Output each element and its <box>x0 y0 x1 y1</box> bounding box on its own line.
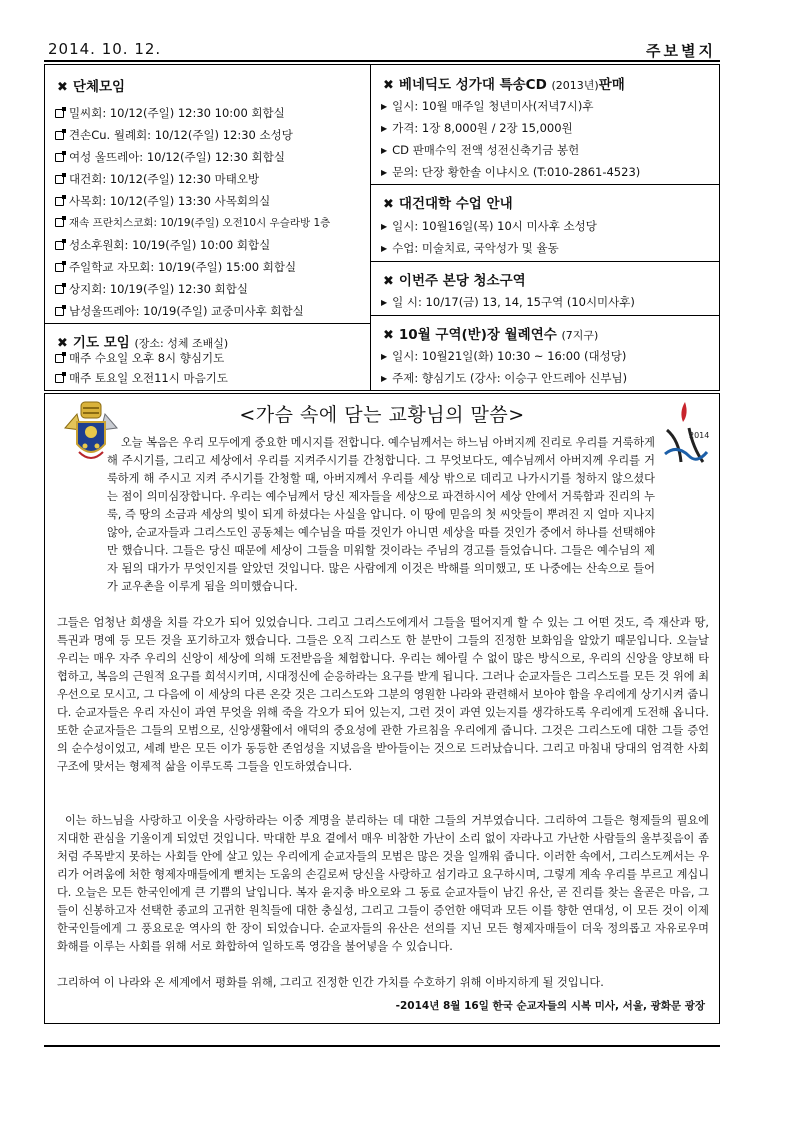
triangle-bullet-icon: ▶ <box>381 244 388 253</box>
list-item: ▶ 주제: 향심기도 (강사: 이승구 안드레아 신부님) <box>381 371 628 385</box>
list-item: ▶ 문의: 단장 황한솔 이냐시오 (T:010-2861-4523) <box>381 165 641 179</box>
article-paragraph-4: 그리하여 이 나라와 온 세계에서 평화를 위해, 그리고 진정한 인간 가치를 수호하기 위해 이바지하게 될 것입니다. <box>57 976 604 989</box>
list-item: ▶ 가격: 1장 8,000원 / 2장 15,000원 <box>381 121 573 135</box>
triangle-bullet-icon: ▶ <box>381 102 388 111</box>
list-item: ▶ 수업: 미술치료, 국악성가 및 율동 <box>381 241 559 255</box>
pointing-hand-icon <box>55 153 64 162</box>
section-divider <box>371 184 719 185</box>
list-item: 상지회: 10/19(주일) 12:30 회합실 <box>55 281 248 297</box>
star-icon: ✖ <box>57 336 68 351</box>
section-title-prayer: ✖ 기도 모임 (장소: 성체 조배실) <box>57 335 229 351</box>
star-icon: ✖ <box>383 328 394 343</box>
list-item: ▶ CD 판매수익 전액 성전신축기금 봉헌 <box>381 143 580 157</box>
triangle-bullet-icon: ▶ <box>381 222 388 231</box>
pointing-hand-icon <box>55 263 64 272</box>
pointing-hand-icon <box>55 109 64 118</box>
article-paragraph-2: 그들은 엄청난 희생을 치를 각오가 되어 있었습니다. 그리고 그리스도에게서 그들을 떨어지게 할 수 있는 그 어떤 것도, 즉 재산과 땅, 특권과 명예 등 모든 것을 포기하고자 했습니다. 그들은 오직 그리스도 한 분만이 그들의 진정한 보화임을 알았기 때문입니다. 오늘날 우리는 매우 자주 우리의 신앙이 세상에 의해 도전받음을 체험합니다. 우리는 헤아릴 수 없이 많은 방식으로, 우리의 신앙을 양보해 타협하고, 복음의 근원적 요구를 희석시키며, 시대정신에 순응하라는 요구를 받게 됩니다. 그러나 순교자들은 그리스도를 모든 것 위에 최우선으로 모시고, 그 다음에 이 세상의 다른 온갖 것은 그리스도와 그분의 영원한 나라와 관련해서 보아야 함을 우리에게 상기시켜 줍니다. 순교자들은 우리 자신이 과연 무엇을 위해 죽을 각오가 되어 있는지, 그런 것이 과연 있는지를 생각하도록 우리에게 도전해 옵니다. 또한 순교자들은 그들의 모범으로, 신앙생활에서 애덕의 중요성에 관한 가르침을 우리에게 줍니다. 그것은 그리스도에 대한 그들 증언의 순수성이었고, 세례 받은 모든 이가 동등한 존엄성을 지녔음을 받아들이는 것으로 드러났습니다. 그리고 마침내 당대의 엄격한 사회 구조에 맞서는 형제적 삶을 이루도록 그들을 인도하였습니다. <box>57 616 709 773</box>
list-item: 사목회: 10/12(주일) 13:30 사목회의실 <box>55 193 270 209</box>
article-title: <가슴 속에 담는 교황님의 말씀> <box>239 404 525 426</box>
bulletin-date: 2014. 10. 12. <box>48 40 162 58</box>
list-item: 여성 울뜨레아: 10/12(주일) 12:30 회합실 <box>55 149 285 165</box>
list-item: 매주 토요일 오전11시 마음기도 <box>55 370 228 386</box>
left-column <box>45 65 371 390</box>
pointing-hand-icon <box>55 218 64 227</box>
section-divider <box>45 323 370 324</box>
section-title-cd-sale: ✖ 베네딕도 성가대 특송CD (2013년)판매 <box>383 77 625 93</box>
star-icon: ✖ <box>383 274 394 289</box>
list-item: 매주 수요일 오후 8시 향심기도 <box>55 350 224 366</box>
papal-visit-logo-icon <box>659 400 711 470</box>
pointing-hand-icon <box>55 197 64 206</box>
papal-message-box <box>44 393 720 1024</box>
section-divider <box>371 261 719 262</box>
article-paragraph-1: 오늘 복음은 우리 모두에게 중요한 메시지를 전합니다. 예수님께서는 하느님 아버지께 진리로 우리를 거룩하게 해 주시기를, 그리고 세상에서 우리를 지켜주시기를 간청합니다. 그 무엇보다도, 예수님께서 아버지께 우리를 거룩하게 해 주시고 지켜 주시기를 간청할 때, 아버지께서 우리를 세상 밖으로 데리고 나가시기를 청하지 않으셨다는 점이 의미심장합니다. 우리는 예수님께서 당신 제자들을 세상으로 파견하시어 세상 안에서 거룩함과 진리의 누룩, 즉 땅의 소금과 세상의 빛이 되게 하셨다는 사실을 압니다. 이 땅에 믿음의 첫 씨앗들이 뿌려진 지 얼마 지나지 않아, 순교자들과 그리스도인 공동체는 예수님을 따를 것인가 아니면 세상을 따를 것인가 중에서 하나를 선택해야만 했습니다. 그들은 당신 때문에 세상이 그들을 미워할 것이라는 주님의 경고를 들었습니다. 그들은 예수님의 제자 됨의 대가가 무엇인지를 알았던 것입니다. 많은 사람에게 이것은 박해를 의미했고, 또 나중에는 산속으로 들어가 교우촌을 이루게 됨을 의미했습니다. <box>107 436 655 593</box>
pointing-hand-icon <box>55 175 64 184</box>
triangle-bullet-icon: ▶ <box>381 298 388 307</box>
pointing-hand-icon <box>55 241 64 250</box>
section-title-class: ✖ 대건대학 수업 안내 <box>383 196 513 212</box>
star-icon: ✖ <box>383 197 394 212</box>
article-source: -2014년 8월 16일 한국 순교자들의 시복 미사, 서울, 광화문 광장 <box>395 1000 705 1012</box>
bulletin-title: 주보별지 <box>646 42 716 60</box>
section-divider <box>371 315 719 316</box>
pointing-hand-icon <box>55 285 64 294</box>
list-item: ▶ 일시: 10월16일(목) 10시 미사후 소성당 <box>381 219 597 233</box>
pointing-hand-icon <box>55 374 64 383</box>
list-item: 견손Cu. 월례회: 10/12(주일) 12:30 소성당 <box>55 127 293 143</box>
triangle-bullet-icon: ▶ <box>381 374 388 383</box>
header-divider <box>44 60 720 62</box>
section-title-groups: ✖ 단체모임 <box>57 79 126 95</box>
right-column <box>371 65 719 390</box>
footer-divider <box>44 1045 720 1047</box>
triangle-bullet-icon: ▶ <box>381 124 388 133</box>
list-item: ▶ 일시: 10월 매주일 청년미사(저녁7시)후 <box>381 99 594 113</box>
triangle-bullet-icon: ▶ <box>381 352 388 361</box>
list-item: ▶ 일 시: 10/17(금) 13, 14, 15구역 (10시미사후) <box>381 295 635 309</box>
list-item: ▶ 일시: 10월21일(화) 10:30 ~ 16:00 (대성당) <box>381 349 627 363</box>
article-paragraph-3: 이는 하느님을 사랑하고 이웃을 사랑하라는 이중 계명을 분리하는 데 대한 그들의 거부였습니다. 그리하여 그들은 형제들의 필요에 지대한 관심을 기울이게 되었던 것입니다. 막대한 부요 곁에서 매우 비참한 가난이 소리 없이 자라나고 가난한 사람들의 울부짖음이 좀처럼 주목받지 못하는 사회들 안에 살고 있는 우리에게 순교자들의 모범은 많은 것을 일깨워 줍니다. 이러한 속에서, 그리스도께서는 우리가 어려움에 처한 형제자매들에게 뻗치는 도움의 손길로써 당신을 사랑하고 섬기라고 요구하시며, 그렇게 계속 우리를 부르고 계십니다. 오늘은 모든 한국인에게 큰 기쁨의 날입니다. 복자 윤지충 바오로와 그 동료 순교자들이 남긴 유산, 곧 진리를 찾는 올곧은 마음, 그들이 신봉하고자 선택한 종교의 고귀한 원칙들에 대한 충실성, 그리고 그들이 증언한 애덕과 모든 이를 향한 연대성, 이 모든 것이 이제 한국인들에게 그 풍요로운 역사의 한 장이 되었습니다. 순교자들의 유산은 선의를 지닌 모든 형제자매들이 더욱 정의롭고 자유로우며 화해를 이루는 사회를 위해 서로 화합하여 일하도록 영감을 불어넣을 수 있습니다. <box>57 814 709 953</box>
logo-year-text: 2014 <box>689 431 710 440</box>
list-item: 재속 프란치스코회: 10/19(주일) 오전10시 우슬라방 1층 <box>55 215 330 230</box>
pointing-hand-icon <box>55 307 64 316</box>
star-icon: ✖ <box>383 78 394 93</box>
section-title-cleaning: ✖ 이번주 본당 청소구역 <box>383 273 526 289</box>
pointing-hand-icon <box>55 131 64 140</box>
triangle-bullet-icon: ▶ <box>381 146 388 155</box>
list-item: 밀씨회: 10/12(주일) 12:30 10:00 회합실 <box>55 105 285 121</box>
pointing-hand-icon <box>55 354 64 363</box>
star-icon: ✖ <box>57 80 68 95</box>
page-header <box>44 40 720 62</box>
list-item: 남성울뜨레아: 10/19(주일) 교중미사후 회합실 <box>55 303 304 319</box>
list-item: 성소후원회: 10/19(주일) 10:00 회합실 <box>55 237 270 253</box>
announcement-box <box>44 64 720 391</box>
section-title-training: ✖ 10월 구역(반)장 월례연수 (7지구) <box>383 327 599 343</box>
triangle-bullet-icon: ▶ <box>381 168 388 177</box>
list-item: 대건회: 10/12(주일) 12:30 마태오방 <box>55 171 259 187</box>
list-item: 주일학교 자모회: 10/19(주일) 15:00 회합실 <box>55 259 296 275</box>
